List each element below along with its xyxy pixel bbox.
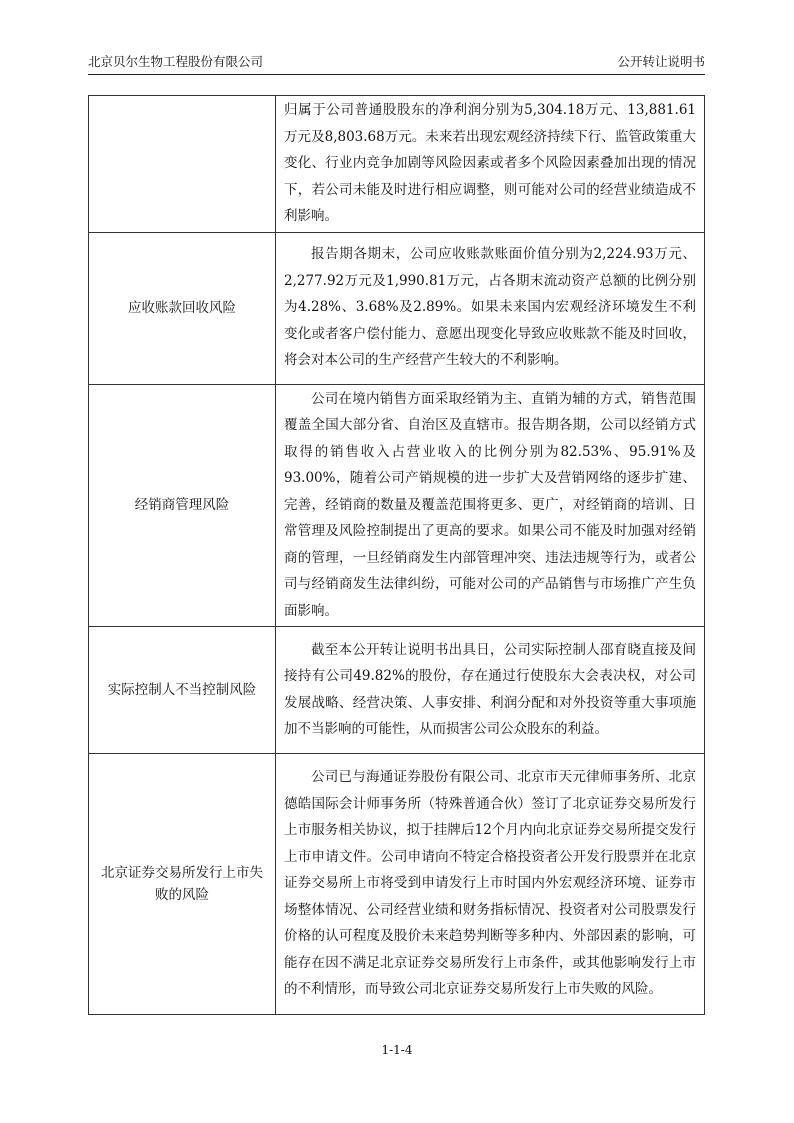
risk-label: 实际控制人不当控制风险: [89, 627, 276, 754]
table-row: [89, 754, 705, 1015]
risk-description-text: 截至本公开转让说明书出具日，公司实际控制人邵育晓直接及间接持有公司49.82%的股份，存在通过行使股东大会表决权，对公司发展战略、经营决策、人事安排、利润分配和对外投资等重大事项施加不当影响的可能性，从而损害公司公众股东的利益。: [284, 641, 696, 737]
risk-description-text: 报告期各期末，公司应收账款账面价值分别为2,224.93万元、2,277.92万元及1,990.81万元，占各期末流动资产总额的比例分别为4.28%、3.68%及2.89%。如果未来国内宏观经济环境发生不利变化或者客户偿付能力、意愿出现变化导致应收账款不能及时回收，将会对本公司的生产经营产生较大的不利影响。: [284, 246, 696, 369]
risk-description: [276, 627, 705, 754]
risk-label: [89, 96, 276, 233]
risk-description-text: 公司在境内销售方面采取经销为主、直销为辅的方式，销售范围覆盖全国大部分省、自治区及直辖市。报告期各期，公司以经销方式取得的销售收入占营业收入的比例分别为82.53%、95.91%及93.00%，随着公司产销规模的进一步扩大及营销网络的逐步扩建、完善，经销商的数量及覆盖范围将更多、更广，对经销商的培训、日常管理及风险控制提出了更高的要求。如果公司不能及时加强对经销商的管理，一旦经销商发生内部管理冲突、违法违规等行为，或者公司与经销商发生法律纠纷，可能对公司的产品销售与市场推广产生负面影响。: [284, 390, 696, 619]
risk-label: 应收账款回收风险: [89, 232, 276, 384]
risk-description: [276, 96, 705, 233]
risk-description-text: 归属于公司普通股股东的净利润分别为5,304.18万元、13,881.61万元及8,803.68万元。未来若出现宏观经济持续下行、监管政策重大变化、行业内竞争加剧等风险因素或者多个风险因素叠加出现的情况下，若公司未能及时进行相应调整，则可能对公司的经营业绩造成不利影响。: [284, 102, 696, 224]
risk-description: [276, 754, 705, 1015]
risk-label: 北京证券交易所发行上市失败的风险: [89, 754, 276, 1015]
risk-description: [276, 232, 705, 384]
table-row: [89, 96, 705, 233]
table-row: [89, 232, 705, 384]
table-row: [89, 384, 705, 627]
risk-factors-table: [88, 95, 705, 1015]
page-header: [88, 52, 705, 75]
document-title: 公开转让说明书: [617, 54, 705, 69]
risk-description-text: 公司已与海通证券股份有限公司、北京市天元律师事务所、北京德皓国际会计师事务所（特殊普通合伙）签订了北京证券交易所发行上市服务相关协议，拟于挂牌后12个月内向北京证券交易所提交发行上市申请文件。公司申请向不特定合格投资者公开发行股票并在北京证券交易所上市将受到申请发行上市时国内外宏观经济环境、证券市场整体情况、公司经营业绩和财务指标情况、投资者对公司股票发行价格的认可程度及股价未来趋势判断等多种内、外部因素的影响，可能存在因不满足北京证券交易所发行上市条件，或其他影响发行上市的不利情形，而导致公司北京证券交易所发行上市失败的风险。: [284, 769, 696, 998]
table-row: [89, 627, 705, 754]
risk-label: 经销商管理风险: [89, 384, 276, 627]
company-name: 北京贝尔生物工程股份有限公司: [88, 54, 264, 69]
risk-description: [276, 384, 705, 627]
page-number: 1-1-4: [381, 1043, 413, 1057]
